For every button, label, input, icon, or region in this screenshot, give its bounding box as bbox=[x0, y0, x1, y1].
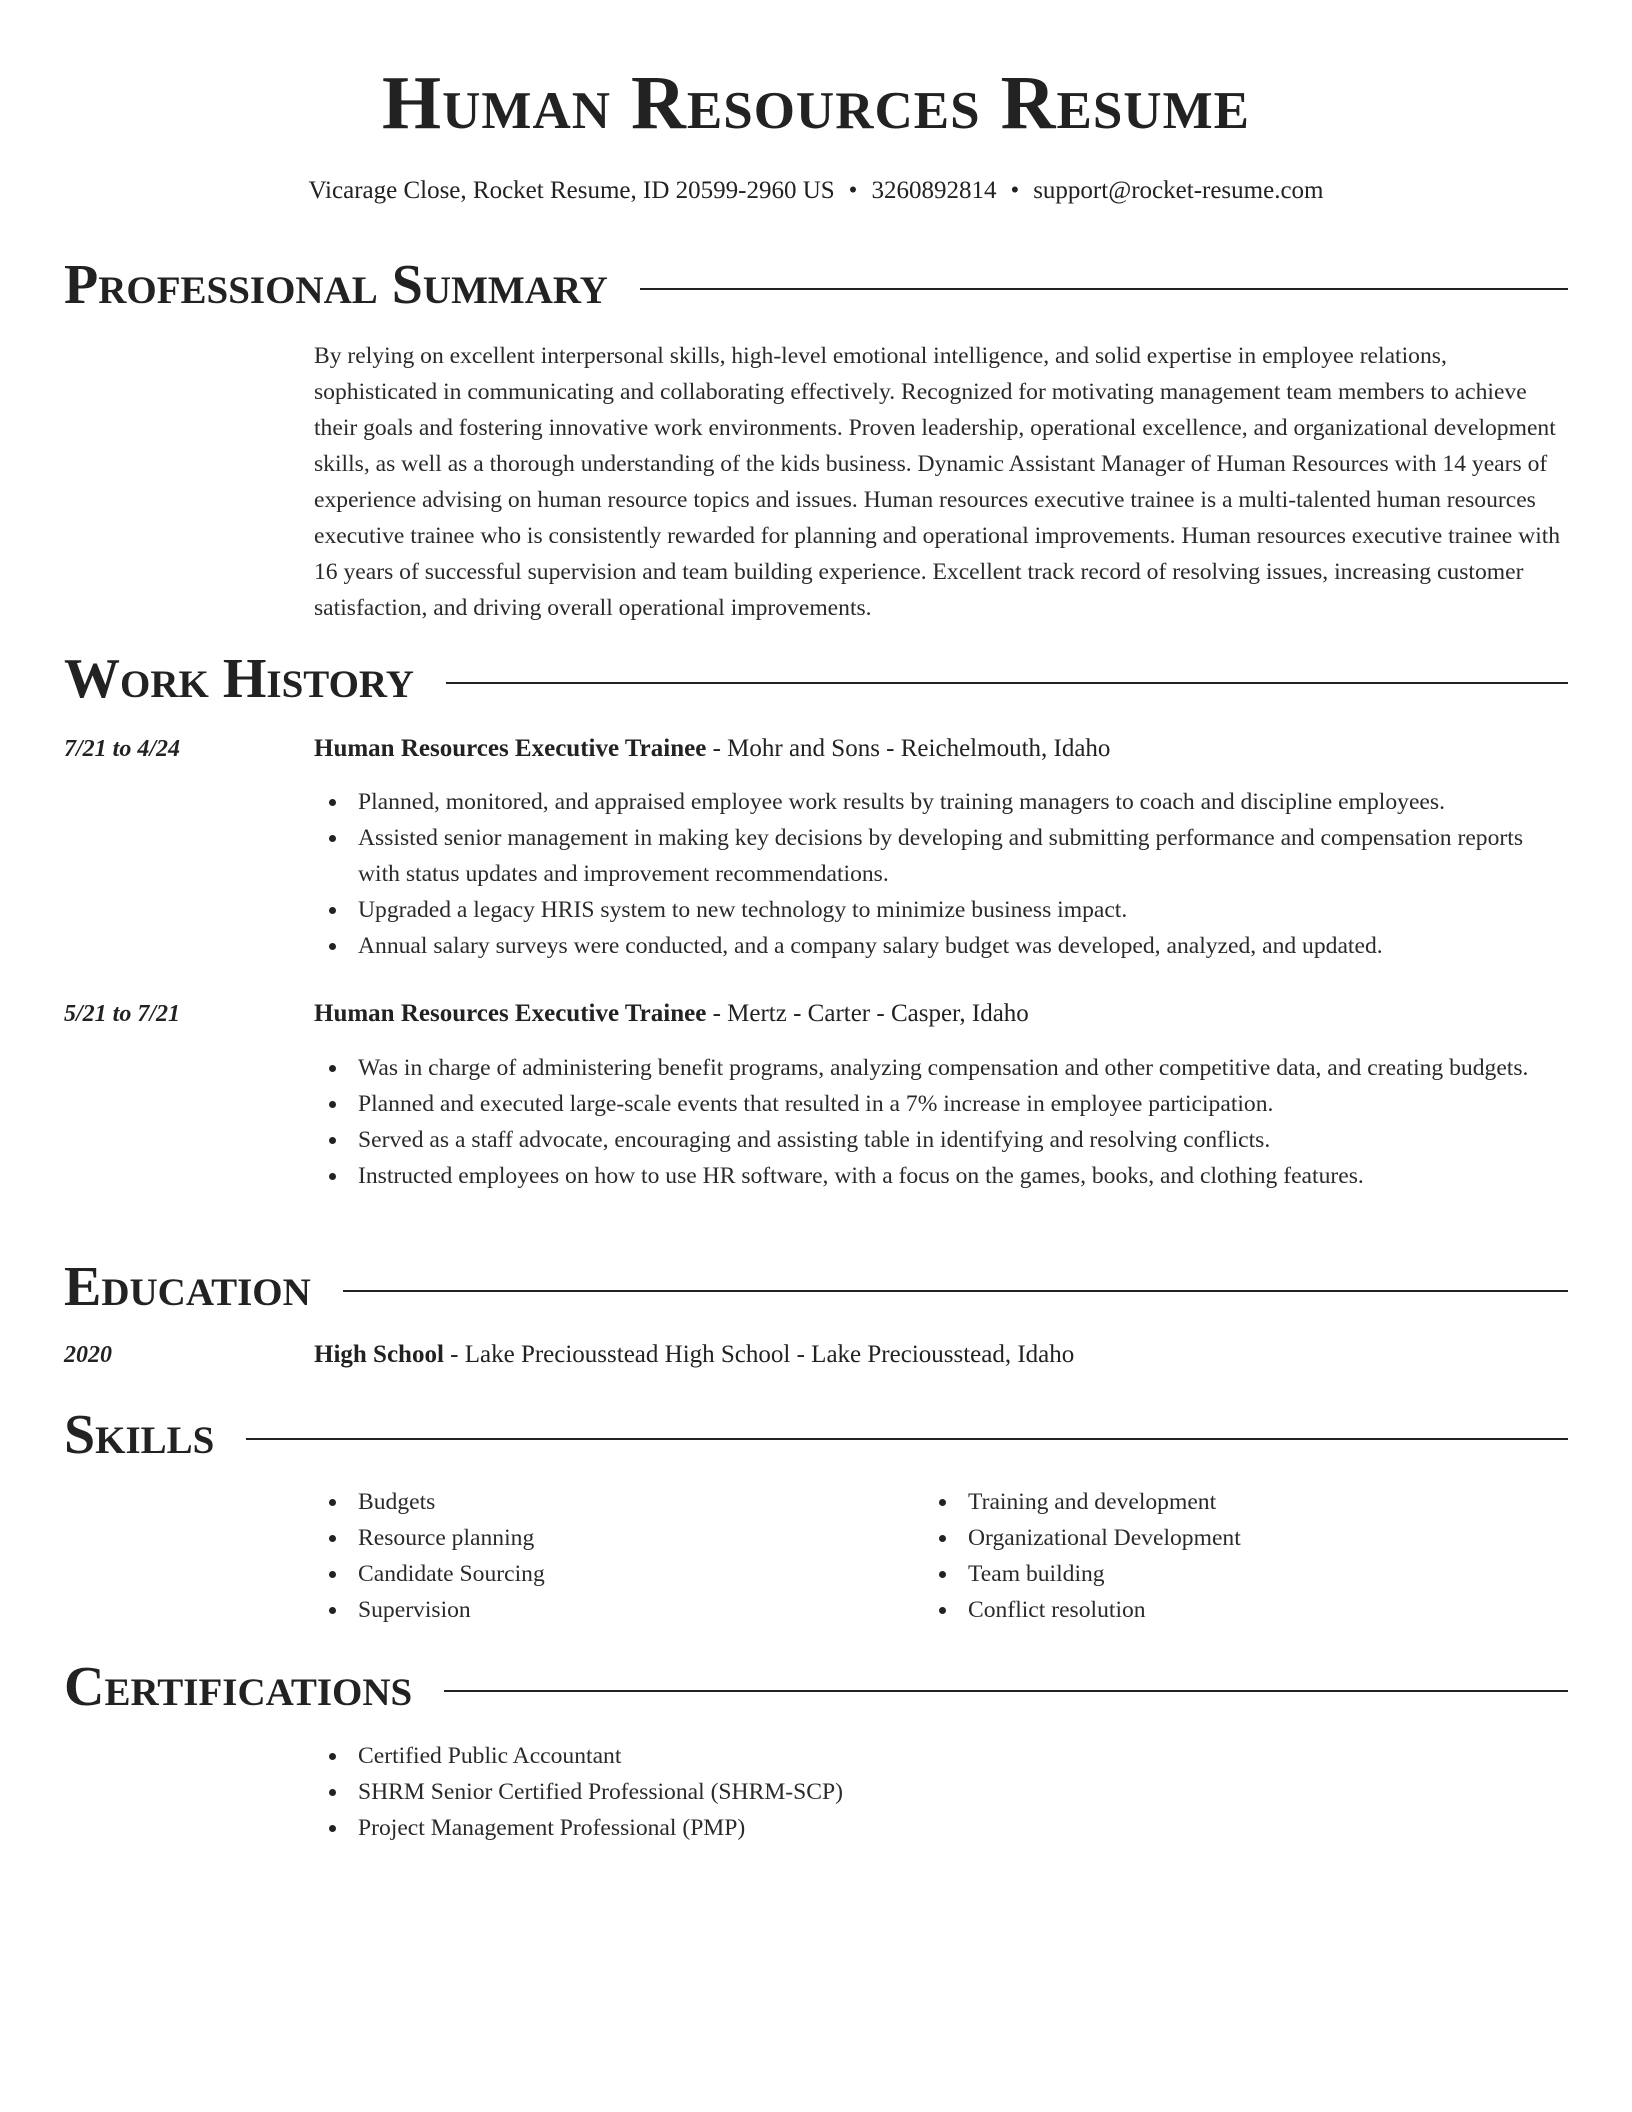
job-bullet: Served as a staff advocate, encouraging and assisting table in identifying and resolving conflicts. bbox=[314, 1122, 1568, 1158]
certification-item: SHRM Senior Certified Professional (SHRM-SCP) bbox=[314, 1774, 1568, 1810]
education-section-heading bbox=[64, 1254, 1568, 1320]
skill-item: Resource planning bbox=[314, 1520, 914, 1556]
job-details: - Mohr and Sons - Reichelmouth, Idaho bbox=[706, 735, 1111, 762]
summary-section-title: Professional Summary bbox=[64, 254, 608, 316]
skill-item: Supervision bbox=[314, 1592, 914, 1628]
skill-item: Budgets bbox=[314, 1484, 914, 1520]
contact-separator: • bbox=[1010, 177, 1020, 204]
certifications-section-heading bbox=[64, 1654, 1568, 1720]
job-dates: 7/21 to 4/24 bbox=[64, 736, 181, 762]
skill-item: Team building bbox=[924, 1556, 1524, 1592]
skill-item: Training and development bbox=[924, 1484, 1524, 1520]
contact-email: support@rocket-resume.com bbox=[1033, 177, 1324, 204]
contact-address: Vicarage Close, Rocket Resume, ID 20599-2960 US bbox=[308, 177, 835, 204]
education-details: - Lake Preciousstead High School - Lake Preciousstead, Idaho bbox=[443, 1341, 1075, 1368]
work-section-heading bbox=[64, 646, 1568, 712]
work-section-title: Work History bbox=[64, 648, 414, 710]
education-section-title: Education bbox=[64, 1256, 311, 1318]
contact-phone: 3260892814 bbox=[871, 177, 997, 204]
summary-text: By relying on excellent interpersonal skills, high-level emotional intelligence, and solid expertise in employee relations, sophisticated in communicating and collaborating effectively. Recognized for motivating management team members to achieve their goals and fostering innovative work environments. Proven leadership, operational excellence, and organizational development skills, as well as a thorough understanding of the kids business. Dynamic Assistant Manager of Human Resources with 14 years of experience advising on human resource topics and issues. Human resources executive trainee is a multi-talented human resources executive trainee who is consistently rewarded for planning and operational improvements. Human resources executive trainee with 16 years of successful supervision and team building experience. Excellent track record of resolving issues, increasing customer satisfaction, and driving overall operational improvements. bbox=[314, 343, 1561, 621]
skills-section-heading bbox=[64, 1402, 1568, 1468]
contact-line bbox=[0, 174, 1632, 208]
section-divider bbox=[640, 288, 1568, 290]
job-bullet: Was in charge of administering benefit programs, analyzing compensation and other competitive data, and creating budgets. bbox=[314, 1050, 1568, 1086]
certifications-section-title: Certifications bbox=[64, 1656, 413, 1718]
education-degree: High School bbox=[314, 1341, 444, 1368]
skill-item: Candidate Sourcing bbox=[314, 1556, 914, 1592]
job-role: Human Resources Executive Trainee bbox=[314, 1000, 707, 1027]
section-divider bbox=[246, 1438, 1568, 1440]
education-year: 2020 bbox=[64, 1342, 112, 1368]
skill-item: Organizational Development bbox=[924, 1520, 1524, 1556]
skills-section-title: Skills bbox=[64, 1404, 215, 1466]
job-bullet: Planned, monitored, and appraised employee work results by training managers to coach and discipline employees. bbox=[314, 784, 1568, 820]
section-divider bbox=[446, 682, 1568, 684]
certification-item: Project Management Professional (PMP) bbox=[314, 1810, 1568, 1846]
job-bullet: Annual salary surveys were conducted, and a company salary budget was developed, analyzed, and updated. bbox=[314, 928, 1568, 964]
job-bullet: Planned and executed large-scale events that resulted in a 7% increase in employee participation. bbox=[314, 1086, 1568, 1122]
skills-list-right bbox=[924, 1484, 1524, 1628]
resume-title: Human Resources Resume bbox=[382, 61, 1250, 145]
certifications-list bbox=[314, 1738, 1568, 1846]
job-title-line bbox=[314, 732, 1568, 766]
summary-section-heading bbox=[64, 252, 1568, 318]
section-divider bbox=[343, 1290, 1568, 1292]
skills-list-left bbox=[314, 1484, 914, 1628]
contact-separator: • bbox=[848, 177, 858, 204]
job-bullet-list bbox=[314, 784, 1568, 964]
job-bullet-list bbox=[314, 1050, 1568, 1194]
job-role: Human Resources Executive Trainee bbox=[314, 735, 707, 762]
section-divider bbox=[444, 1690, 1568, 1692]
certification-item: Certified Public Accountant bbox=[314, 1738, 1568, 1774]
job-bullet: Instructed employees on how to use HR software, with a focus on the games, books, and clothing features. bbox=[314, 1158, 1568, 1194]
skill-item: Conflict resolution bbox=[924, 1592, 1524, 1628]
job-bullet: Assisted senior management in making key decisions by developing and submitting performance and compensation reports with status updates and improvement recommendations. bbox=[314, 820, 1568, 892]
job-bullet: Upgraded a legacy HRIS system to new technology to minimize business impact. bbox=[314, 892, 1568, 928]
job-dates: 5/21 to 7/21 bbox=[64, 1001, 181, 1027]
job-details: - Mertz - Carter - Casper, Idaho bbox=[706, 1000, 1029, 1027]
job-title-line bbox=[314, 997, 1568, 1031]
education-line bbox=[314, 1338, 1568, 1372]
